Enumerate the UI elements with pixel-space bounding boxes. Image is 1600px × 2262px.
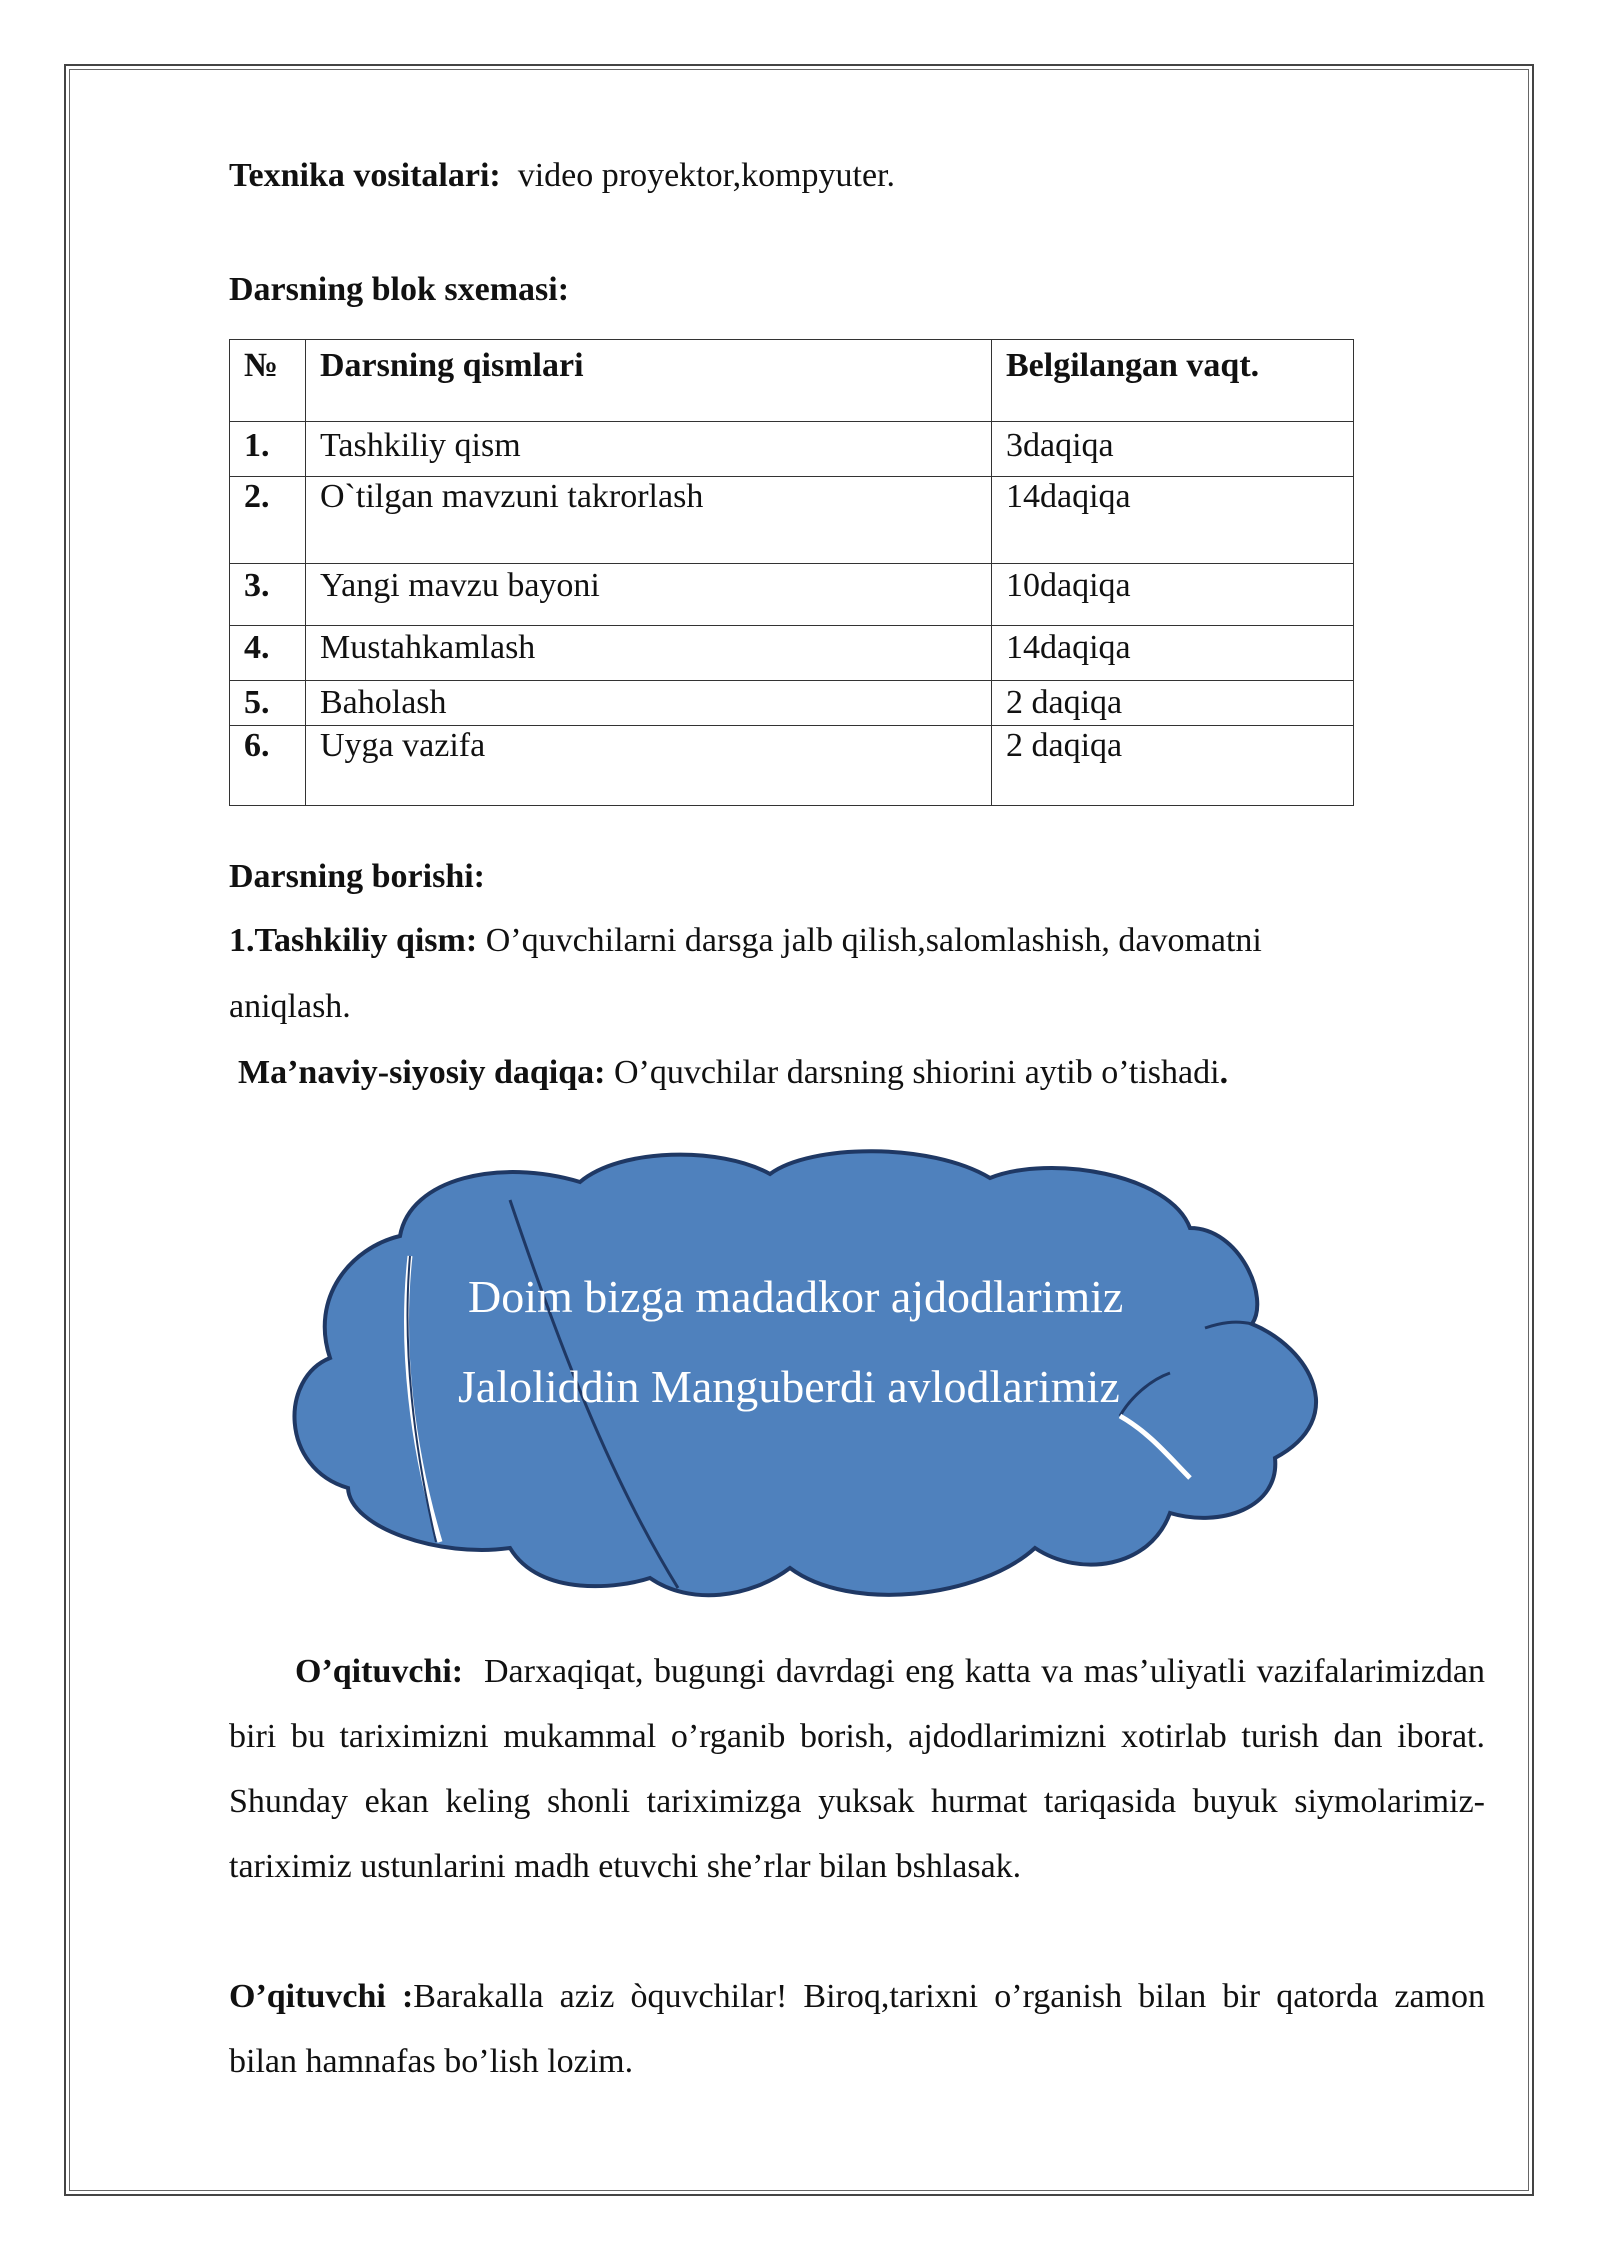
teacher2-text: Barakalla aziz òquvchilar! Biroq,tarixni o’rganish bilan bir qatorda zamon bilan hamnafas bo’lish lozim. (229, 1978, 1485, 2080)
row-time: 14daqiqa (992, 477, 1354, 564)
row-num: 6. (230, 726, 306, 806)
table-row (230, 726, 1354, 806)
tech-value: video proyektor,kompyuter. (517, 157, 896, 194)
row-part: Yangi mavzu bayoni (306, 564, 992, 626)
header-parts: Darsning qismlari (306, 340, 992, 422)
table-row (230, 626, 1354, 681)
table-header-row (230, 340, 1354, 422)
row-time: 14daqiqa (992, 626, 1354, 681)
teacher1-text: Darxaqiqat, bugungi davrdagi eng katta va mas’uliyatli vazifalarimizdan biri bu tariximizni mukammal o’rganib borish, ajdodlarimizni xotirlab turish dan iborat. Shunday ekan keling shonli tariximizga yuksak hurmat tariqasida buyuk siymolarimiz-tariximiz ustunlarini madh etuvchi she’rlar bilan bshlasak. (229, 1653, 1486, 1885)
row-num: 3. (230, 564, 306, 626)
step1-line2: aniqlash. (229, 988, 351, 1025)
row-time: 2 daqiqa (992, 726, 1354, 806)
row-time: 10daqiqa (992, 564, 1354, 626)
row-num: 1. (230, 422, 306, 477)
row-num: 4. (230, 626, 306, 681)
cloud-callout (290, 1148, 1345, 1610)
teacher2-label: O’qituvchi : (229, 1978, 414, 2015)
block-table (229, 339, 1354, 806)
teacher1-label: O’qituvchi: (295, 1653, 464, 1690)
cloud-line-1: Doim bizga madadkor ajdodlarimiz (468, 1271, 1124, 1322)
row-time: 3daqiqa (992, 422, 1354, 477)
row-num: 5. (230, 681, 306, 726)
row-part: Uyga vazifa (306, 726, 992, 806)
tech-line (229, 154, 895, 198)
manaviy-end: . (1219, 1054, 1229, 1091)
step1-text: O’quvchilarni darsga jalb qilish,salomlashish, davomatni (485, 922, 1262, 959)
block-title-text: Darsning blok sxemasi: (229, 271, 570, 308)
table-row (230, 564, 1354, 626)
row-part: O`tilgan mavzuni takrorlash (306, 477, 992, 564)
manaviy-line (238, 1051, 1228, 1095)
header-num: № (230, 340, 306, 422)
row-part: Tashkiliy qism (306, 422, 992, 477)
manaviy-label: Ma’naviy-siyosiy daqiqa: (238, 1054, 606, 1091)
teacher-paragraph-2 (229, 1964, 1485, 2094)
manaviy-text: O’quvchilar darsning shiorini aytib o’tishadi (613, 1054, 1220, 1091)
teacher-paragraph-1 (229, 1639, 1485, 1899)
table-row (230, 681, 1354, 726)
row-part: Baholash (306, 681, 992, 726)
progress-title-text: Darsning borishi: (229, 858, 485, 895)
row-num: 2. (230, 477, 306, 564)
block-title (229, 268, 569, 312)
row-time: 2 daqiqa (992, 681, 1354, 726)
step1-line (229, 919, 1262, 963)
table-row (230, 422, 1354, 477)
cloud-line-2: Jaloliddin Manguberdi avlodlarimiz (458, 1361, 1120, 1412)
step1-label: 1.Tashkiliy qism: (229, 922, 478, 959)
header-time: Belgilangan vaqt. (992, 340, 1354, 422)
tech-label: Texnika vositalari: (229, 157, 501, 194)
table-row (230, 477, 1354, 564)
row-part: Mustahkamlash (306, 626, 992, 681)
progress-title (229, 855, 485, 899)
